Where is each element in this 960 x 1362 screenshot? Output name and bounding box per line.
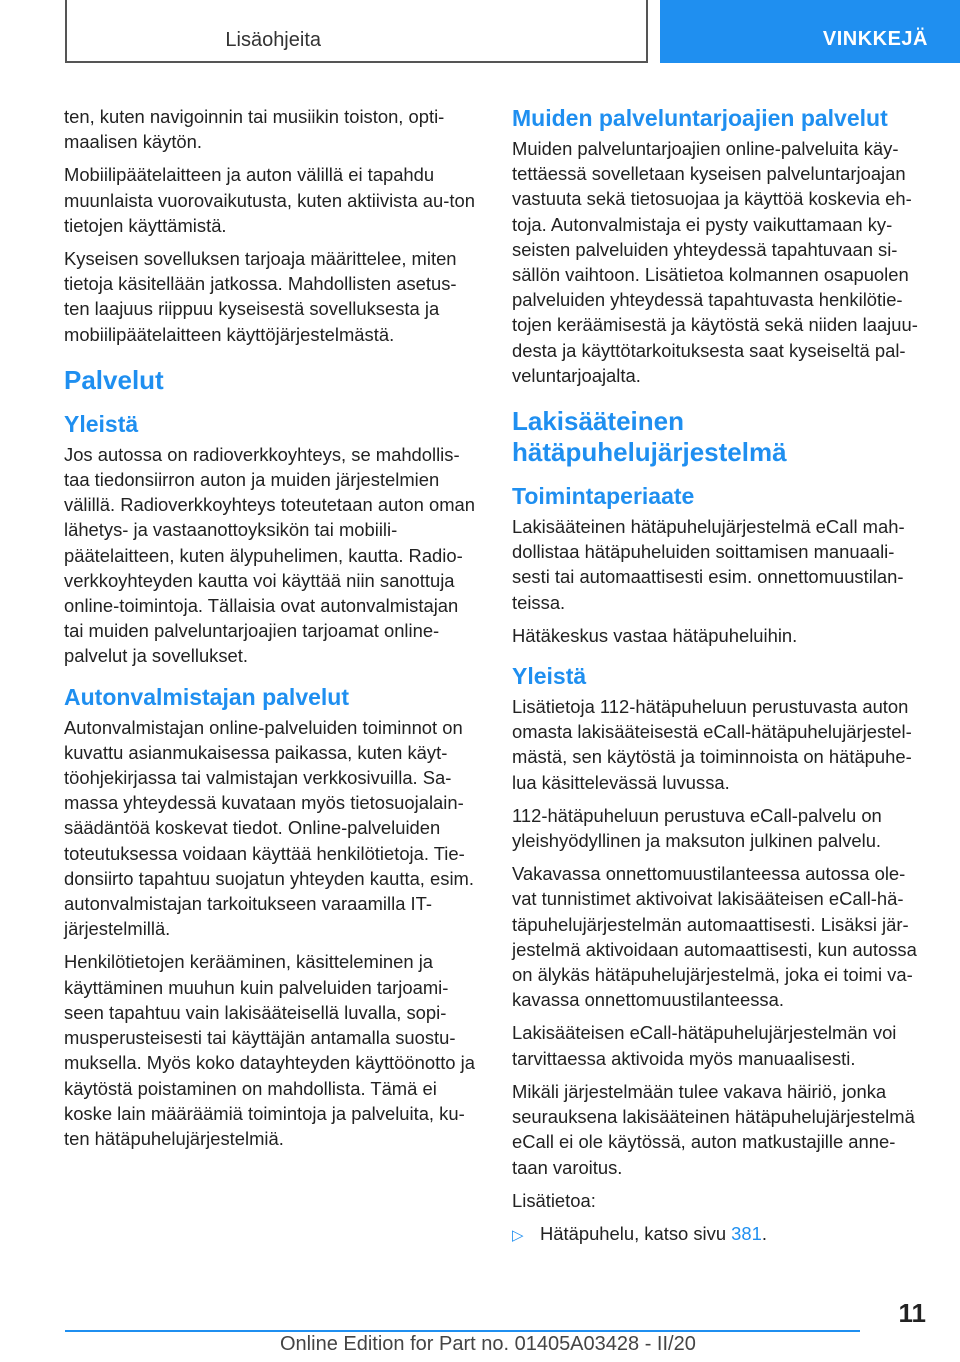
right-column <box>512 104 927 1256</box>
paragraph: 112-hätäpuheluun perustuva eCall-palvelu on yleishyödyllinen ja maksuton julkinen palvelu. <box>512 804 882 852</box>
triangle-bullet-icon: ▷ <box>512 1226 524 1244</box>
paragraph: ten, kuten navigoinnin tai musiikin toiston, opti-maalisen käytön. <box>64 106 445 153</box>
footer-divider <box>65 1330 860 1332</box>
heading-yleista: Yleistä <box>512 663 587 690</box>
page-link-381[interactable]: 381 <box>731 1222 762 1244</box>
heading-palvelut: Palvelut <box>64 364 164 395</box>
cross-reference-suffix: . <box>761 1222 767 1244</box>
paragraph: Mobiilipäätelaitteen ja auton välillä ei tapahdu muunlaista vuorovaikutusta, kuten aktiivista au-ton tietojen käyttämistä. <box>64 164 475 236</box>
header-frame <box>65 0 648 63</box>
page-number: 11 <box>898 1298 926 1328</box>
paragraph: Lisätietoa: <box>512 1189 596 1211</box>
heading-muiden-palveluntarjoajien-palvelut: Muiden palveluntarjoajien palvelut <box>512 105 888 131</box>
heading-lakisaateinen-hatapuhelujarjestelma: Lakisääteinen hätäpuhelujärjestelmä <box>512 406 787 468</box>
paragraph: Henkilötietojen kerääminen, käsitteleminen ja käyttäminen muuhun kuin palveluiden tarjoami-seen tapahtuu vain lakisääteisellä luvalla, sopi-musperusteisesti tai käyttäjän antamalla suostu-muksella. Myös koko datayhteyden käyttöönotto ja käytöstä poistaminen on mahdollista. Tämä ei koske lain määräämiä toimintoja ja palveluita, ku-ten hätäpuhelujärjestelmiä. <box>64 951 475 1149</box>
paragraph: Autonvalmistajan online-palveluiden toiminnot on kuvattu asianmukaisessa paikassa, kuten käyt-töohjekirjassa tai valmistajan verkkosivuilla. Sa-massa yhteydessä kuvataan myös tietosuojalain-säädäntöä koskevat tiedot. Online-palveluiden toteutuksessa voidaan käyttää henkilötietoja. Tie-donsiirto tapahtuu suojatun yhteyden kautta, esim. autonvalmistajan tarkoitukseen varaamilla IT-järjestelmillä. <box>64 716 474 940</box>
cross-reference-text: Hätäpuhelu, katso sivu <box>540 1222 732 1244</box>
footer-edition-text: Online Edition for Part no. 01405A03428 - II/20 <box>280 1333 696 1355</box>
paragraph: Kyseisen sovelluksen tarjoaja määrittelee, miten tietoja käsitellään jatkossa. Mahdollisten asetus-ten laajuus riippuu kyseisestä sovelluksesta ja mobiilipäätelaitteen käyttöjärjestelmästä. <box>64 248 457 345</box>
paragraph: Lisätietoja 112-hätäpuheluun perustuvasta auton omasta lakisääteisestä eCall-hätäpuhelujärjestel-mästä, sen käytöstä ja toiminnoista on hätäpuhe-lua käsittelevässä luvussa. <box>512 696 912 793</box>
header-chapter-tab[interactable]: VINKKEJÄ <box>660 0 960 63</box>
paragraph: Vakavassa onnettomuustilanteessa autossa ole-vat tunnistimet aktivoivat lakisääteisen eCall-hä-täpuhelujärjestelmän automaattisesti. Lisäksi jär-jestelmä aktivoidaan automaattisesti, kun autossa on älykäs hätäpuhelujärjestelmä, joka ei toimi va-kavassa onnettomuustilanteessa. <box>512 863 917 1011</box>
cross-reference <box>512 1221 927 1248</box>
heading-yleista: Yleistä <box>64 410 139 437</box>
paragraph: Lakisääteisen eCall-hätäpuhelujärjestelmän voi tarvittaessa aktivoida myös manuaalisesti. <box>512 1022 897 1069</box>
header-section-title: Lisäohjeita <box>225 29 321 51</box>
heading-autonvalmistajan-palvelut: Autonvalmistajan palvelut <box>64 683 350 710</box>
paragraph: Hätäkeskus vastaa hätäpuheluihin. <box>512 624 798 646</box>
paragraph: Lakisääteinen hätäpuhelujärjestelmä eCall mah-dollistaa hätäpuheluiden soittamisen manuaali-sesti tai automaattisesti esim. onnettomuustilan-teissa. <box>512 516 905 613</box>
paragraph: Jos autossa on radioverkkoyhteys, se mahdollis-taa tiedonsiirron auton ja muiden järjestelmien välillä. Radioverkkoyhteys toteutetaan auton oman lähetys- ja vastaanottoyksikön tai mobiili-päätelaitteen, kuten älypuhelimen, kautta. Radio-verkkoyhteyden kautta voi käyttää niin sanottuja online-toimintoja. Tällaisia ovat autonvalmistajan tai muiden palveluntarjoajien tarjoamat online-palvelut ja sovellukset. <box>64 443 475 667</box>
paragraph: Mikäli järjestelmään tulee vakava häiriö, jonka seurauksena lakisääteinen hätäpuhelujärjestelmä eCall ei ole käytössä, auton matkustajille anne-taan varoitus. <box>512 1080 915 1178</box>
paragraph: Muiden palveluntarjoajien online-palveluita käy-tettäessä sovelletaan kyseisen palveluntarjoajan vastuuta sekä tietosuojaa ja käyttöä koskevia eh-toja. Autonvalmistaja ei pysty vaikuttamaan ky-seisten palveluiden yhteydessä tapahtuvaan si-sällön vaihtoon. Lisätietoa kolmannen osapuolen palveluiden yhteydessä tapahtuvasta henkilötie-tojen keräämisestä ja käytöstä sekä niiden laajuu-desta ja käyttötarkoituksesta saat kyseiseltä pal-veluntarjoajalta. <box>512 138 918 386</box>
left-column <box>64 104 479 1159</box>
heading-toimintaperiaate: Toimintaperiaate <box>512 483 695 510</box>
